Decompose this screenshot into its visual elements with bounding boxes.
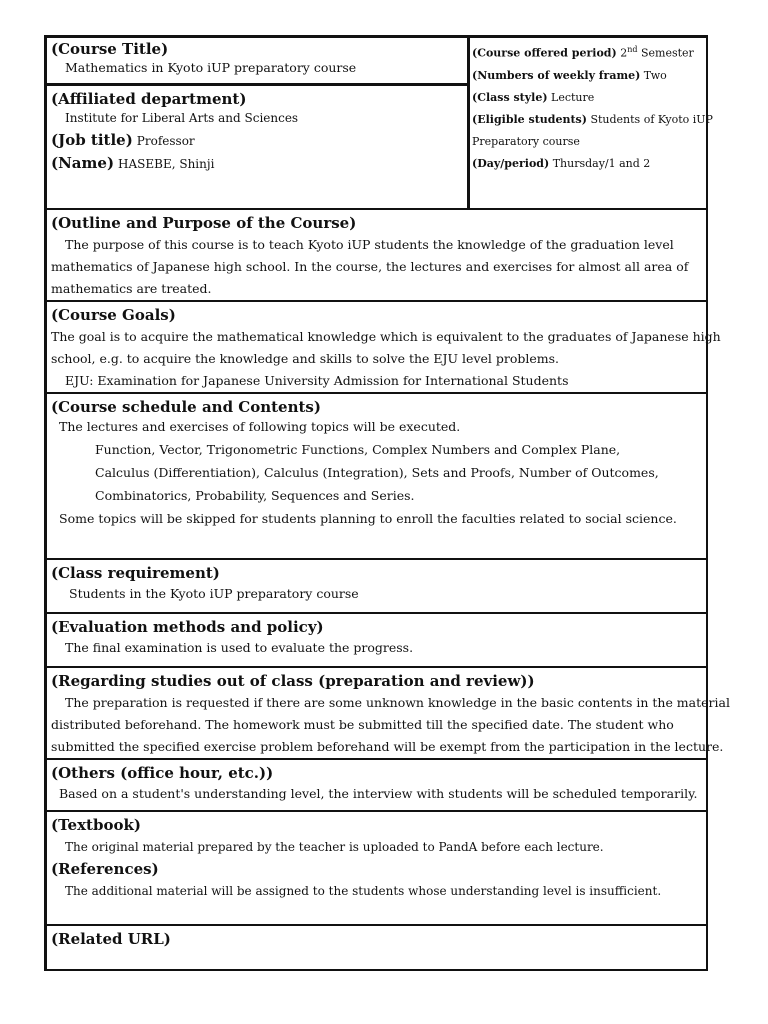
studies-box xyxy=(46,667,730,759)
eligible-label: (Eligible students) xyxy=(472,112,587,126)
frames-value: Two xyxy=(643,68,667,82)
studies-label: (Regarding studies out of class (preparation and review)) xyxy=(51,672,535,690)
period-label: (Course offered period) xyxy=(472,46,617,60)
name-label: (Name) xyxy=(51,154,115,172)
studies-line-2: distributed beforehand. The homework must be submitted till the specified date. The student who xyxy=(51,717,674,732)
period-row xyxy=(472,39,703,65)
evaluation-value: The final examination is used to evaluate the progress. xyxy=(65,640,414,655)
related-url-label: (Related URL) xyxy=(51,930,171,948)
job-title-value: Professor xyxy=(136,134,195,148)
style-label: (Class style) xyxy=(472,90,548,104)
eligible-row xyxy=(472,109,713,131)
day-row xyxy=(472,153,703,175)
outline-line-3: mathematics are treated. xyxy=(51,281,212,296)
style-row xyxy=(472,87,703,109)
outline-line-1: The purpose of this course is to teach Kyoto iUP students the knowledge of the graduation level xyxy=(65,237,674,252)
others-value: Based on a student's understanding level, the interview with students will be scheduled temporarily. xyxy=(59,786,698,801)
references-value: The additional material will be assigned to the students whose understanding level is insufficient. xyxy=(65,884,662,898)
course-title-label: (Course Title) xyxy=(51,40,169,58)
goals-box xyxy=(46,301,721,393)
department-value: Institute for Liberal Arts and Sciences xyxy=(65,111,299,125)
textbook-box xyxy=(46,811,708,925)
job-title-row xyxy=(51,129,463,152)
schedule-line-1: The lectures and exercises of following topics will be executed. xyxy=(59,419,461,434)
schedule-box xyxy=(46,393,708,559)
job-title-label: (Job title) xyxy=(51,131,133,149)
studies-line-3: submitted the specified exercise problem beforehand will be exempt from the participation in the lecture. xyxy=(51,739,724,754)
department-box xyxy=(46,85,468,209)
textbook-label: (Textbook) xyxy=(51,816,141,834)
goals-line-1: The goal is to acquire the mathematical knowledge which is equivalent to the graduates of Japanese high xyxy=(51,329,721,344)
requirement-value: Students in the Kyoto iUP preparatory course xyxy=(69,586,359,601)
period-sup: nd xyxy=(627,45,638,54)
frames-row xyxy=(472,65,703,87)
name-row xyxy=(51,152,463,175)
outline-box xyxy=(46,209,708,301)
style-value: Lecture xyxy=(551,90,595,104)
eligible-value-2: Preparatory course xyxy=(472,134,580,148)
schedule-line-3: Calculus (Differentiation), Calculus (Integration), Sets and Proofs, Number of Outcomes, xyxy=(95,465,659,480)
schedule-line-5: Some topics will be skipped for students planning to enroll the faculties related to social science. xyxy=(59,511,677,526)
requirement-box xyxy=(46,559,708,613)
goals-line-2: school, e.g. to acquire the knowledge and skills to solve the EJU level problems. xyxy=(51,351,560,366)
day-value: Thursday/1 and 2 xyxy=(552,156,651,170)
evaluation-label: (Evaluation methods and policy) xyxy=(51,618,324,636)
course-info-box xyxy=(468,37,713,209)
evaluation-box xyxy=(46,613,708,667)
textbook-value: The original material prepared by the teacher is uploaded to PandA before each lecture. xyxy=(65,840,604,854)
course-title-box xyxy=(46,37,468,85)
period-value: Semester xyxy=(640,46,694,60)
schedule-line-2: Function, Vector, Trigonometric Functions, Complex Numbers and Complex Plane, xyxy=(95,442,621,457)
name-value: HASEBE, Shinji xyxy=(118,157,215,171)
others-label: (Others (office hour, etc.)) xyxy=(51,764,274,782)
department-label: (Affiliated department) xyxy=(51,90,247,108)
requirement-label: (Class requirement) xyxy=(51,564,220,582)
goals-label: (Course Goals) xyxy=(51,306,176,324)
goals-line-3: EJU: Examination for Japanese University Admission for International Students xyxy=(65,373,569,388)
frames-label: (Numbers of weekly frame) xyxy=(472,68,641,82)
outline-label: (Outline and Purpose of the Course) xyxy=(51,214,357,232)
syllabus-sheet xyxy=(44,35,730,971)
schedule-label: (Course schedule and Contents) xyxy=(51,398,321,416)
outline-line-2: mathematics of Japanese high school. In the course, the lectures and exercises for almost all area of xyxy=(51,259,689,274)
period-num: 2 xyxy=(620,46,628,60)
studies-line-1: The preparation is requested if there are some unknown knowledge in the basic contents in the material xyxy=(65,695,730,710)
references-label: (References) xyxy=(51,860,159,878)
course-title-value: Mathematics in Kyoto iUP preparatory course xyxy=(65,60,357,75)
related-url-box xyxy=(46,925,708,971)
eligible-value: Students of Kyoto iUP xyxy=(590,112,713,126)
day-label: (Day/period) xyxy=(472,156,550,170)
others-box xyxy=(46,759,708,811)
schedule-line-4: Combinatorics, Probability, Sequences and Series. xyxy=(95,488,415,503)
